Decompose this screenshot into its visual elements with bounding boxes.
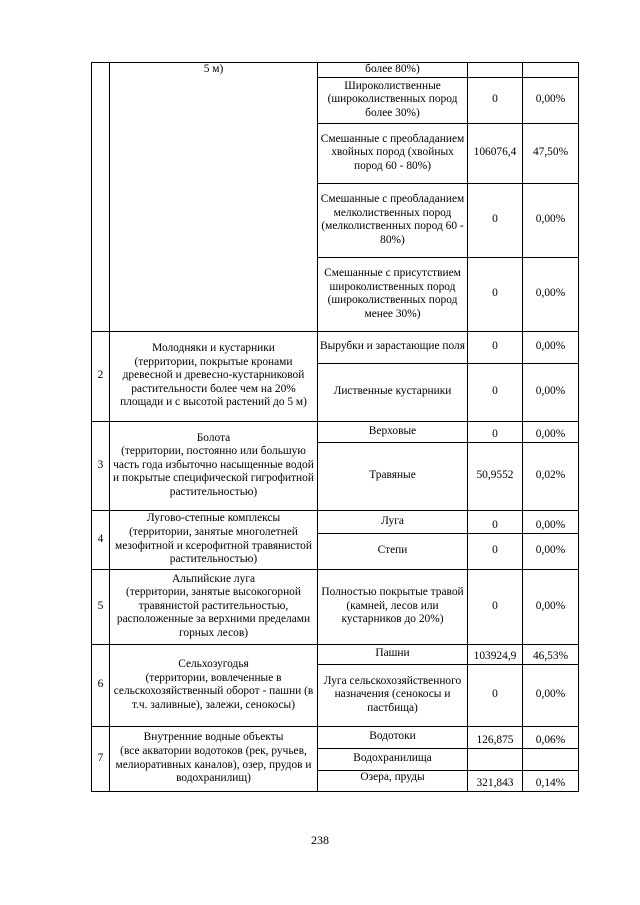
area-value: 0 [468, 664, 523, 726]
share-value [523, 748, 579, 770]
category-title: Сельхозугодья [178, 657, 249, 670]
area-value: 106076,4 [468, 123, 523, 183]
subtype-name: Луга [318, 510, 468, 533]
category-cell [110, 644, 318, 726]
share-value: 0,00% [523, 569, 579, 644]
category-cell [110, 510, 318, 569]
category-title: Болота [196, 431, 231, 444]
share-value: 0,02% [523, 442, 579, 510]
category-cell [110, 726, 318, 791]
share-value: 0,00% [523, 183, 579, 257]
share-value: 0,00% [523, 77, 579, 123]
row-number: 6 [92, 644, 110, 726]
share-value [523, 63, 579, 78]
category-cell [110, 63, 318, 332]
category-description: (территории, вовлеченные в сельскохозяйственный оборот - пашни (в т.ч. заливные), залежи, сенокосы) [113, 671, 314, 711]
row-number [92, 63, 110, 332]
table-row [92, 63, 579, 78]
area-value: 0 [468, 331, 523, 363]
category-description: (территории, покрытые кронами древесной и древесно-кустарниковой растительности более чем на 20% площади и с высотой растений до 5 м) [120, 355, 307, 409]
area-value: 50,9552 [468, 442, 523, 510]
table-row [92, 421, 579, 442]
area-value: 103924,9 [468, 644, 523, 664]
share-value: 0,00% [523, 510, 579, 533]
category-cell [110, 421, 318, 510]
table-row [92, 644, 579, 664]
area-value: 0 [468, 257, 523, 331]
subtype-name: Широколиственные (широколиственных пород более 30%) [318, 77, 468, 123]
category-description: (территории, занятые высокогорной травянистой растительностью, расположенные за верхними пределами горных лесов) [116, 586, 311, 639]
category-text: 5 м) [203, 63, 224, 75]
page-number: 238 [311, 833, 329, 847]
subtype-name: Вырубки и зарастающие поля [318, 331, 468, 363]
area-value [468, 748, 523, 770]
subtype-name: Полностью покрытые травой (камней, лесов или кустарников до 20%) [318, 569, 468, 644]
table-row [92, 331, 579, 363]
table-row [92, 569, 579, 644]
subtype-name: Озера, пруды [318, 770, 468, 791]
subtype-name: Смешанные с преобладанием хвойных пород (хвойных пород 60 - 80%) [318, 123, 468, 183]
category-title: Лугово-степные комплексы [146, 512, 281, 525]
share-value: 0,00% [523, 421, 579, 442]
area-value: 0 [468, 363, 523, 421]
share-value: 47,50% [523, 123, 579, 183]
subtype-name: Верховые [318, 421, 468, 442]
share-value: 46,53% [523, 644, 579, 664]
area-value: 0 [468, 77, 523, 123]
category-description: (территории, постоянно или большую часть года избыточно насыщенные водой и покрытые специфической гигрофитной растительностью) [113, 445, 314, 498]
area-value: 0 [468, 421, 523, 442]
land-cover-table [91, 62, 579, 792]
category-description: (территории, занятые многолетней мезофитной и ксерофитной травянистой растительностью) [115, 526, 312, 566]
row-number: 7 [92, 726, 110, 791]
area-value: 321,843 [468, 770, 523, 791]
area-value: 0 [468, 183, 523, 257]
subtype-name: Водотоки [318, 726, 468, 748]
subtype-name: Водохранилища [318, 748, 468, 770]
category-cell [110, 331, 318, 421]
area-value: 126,875 [468, 726, 523, 748]
table-row [92, 726, 579, 748]
share-value: 0,14% [523, 770, 579, 791]
row-number: 2 [92, 331, 110, 421]
subtype-name: Травяные [318, 442, 468, 510]
category-cell [110, 569, 318, 644]
area-value [468, 63, 523, 78]
area-value: 0 [468, 569, 523, 644]
subtype-name: Смешанные с присутствием широколиственных пород (широколиственных пород менее 30%) [318, 257, 468, 331]
share-value: 0,06% [523, 726, 579, 748]
share-value: 0,00% [523, 363, 579, 421]
table-row [92, 510, 579, 533]
subtype-name: Луга сельскохозяйственного назначения (сенокосы и пастбища) [318, 664, 468, 726]
subtype-name: Степи [318, 533, 468, 569]
area-value: 0 [468, 510, 523, 533]
category-description: (все акватории водотоков (рек, ручьев, мелиоративных каналов), озер, прудов и водохранилищ) [115, 745, 312, 785]
subtype-name: более 80%) [318, 63, 468, 78]
category-title: Альпийские луга [171, 572, 256, 585]
row-number: 5 [92, 569, 110, 644]
subtype-name: Лиственные кустарники [318, 363, 468, 421]
subtype-name: Пашни [318, 644, 468, 664]
category-title: Внутренние водные объекты [143, 731, 284, 744]
area-value: 0 [468, 533, 523, 569]
subtype-name: Смешанные с преобладанием мелколиственных пород (мелколиственных пород 60 - 80%) [318, 183, 468, 257]
share-value: 0,00% [523, 331, 579, 363]
row-number: 4 [92, 510, 110, 569]
share-value: 0,00% [523, 257, 579, 331]
share-value: 0,00% [523, 664, 579, 726]
row-number: 3 [92, 421, 110, 510]
category-title: Молодняки и кустарники [152, 342, 275, 355]
share-value: 0,00% [523, 533, 579, 569]
